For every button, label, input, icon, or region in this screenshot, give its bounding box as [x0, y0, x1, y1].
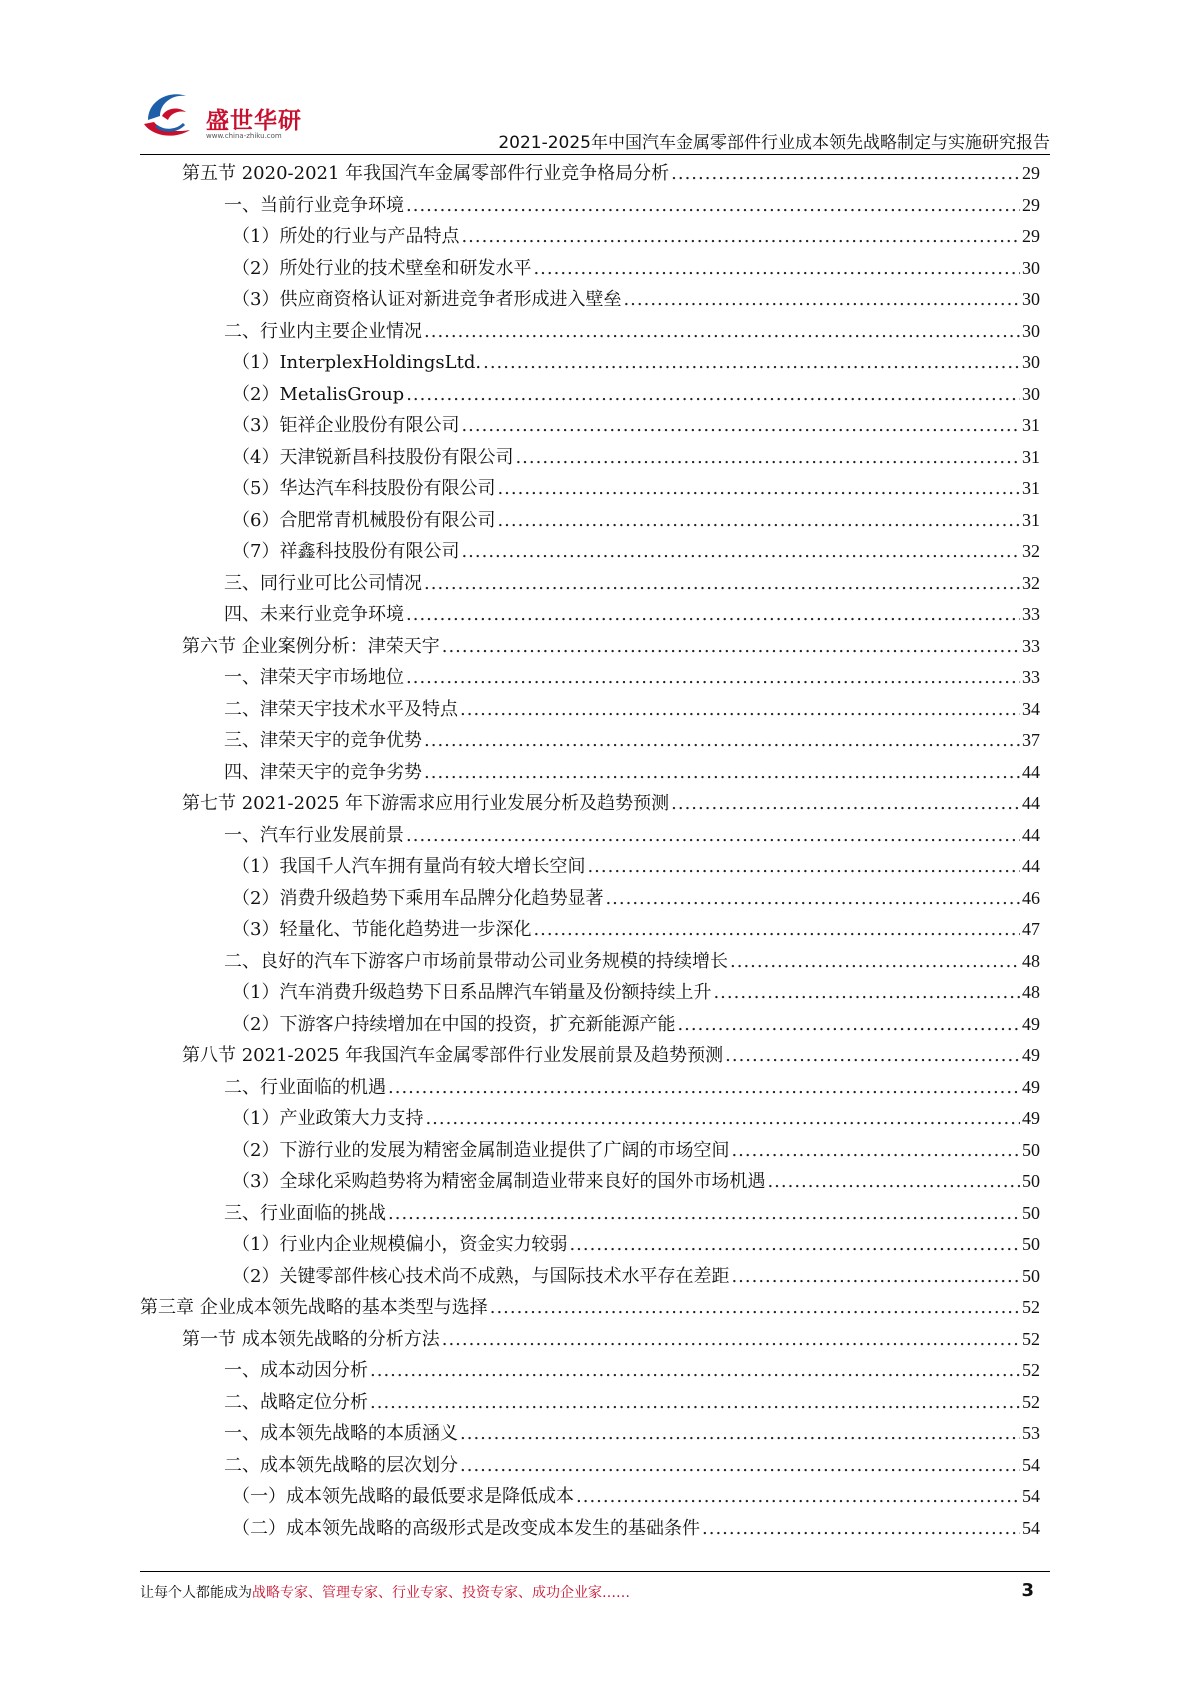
toc-entry-page: 44 [1022, 761, 1040, 782]
toc-entry[interactable] [140, 820, 1040, 852]
toc-dot-leader [424, 316, 1020, 348]
toc-entry-page: 47 [1022, 919, 1040, 939]
toc-entry[interactable] [140, 788, 1040, 820]
toc-entry-title: （3）全球化采购趋势将为精密金属制造业带来良好的国外市场机遇 [232, 1171, 766, 1192]
footer-slogan-prefix: 让每个人都能成为 [140, 1585, 252, 1601]
toc-entry-page: 48 [1022, 982, 1040, 1002]
toc-entry[interactable] [140, 1135, 1040, 1167]
toc-entry-title: （1）产业政策大力支持 [232, 1108, 424, 1129]
toc-entry-title: 四、未来行业竞争环境 [224, 604, 404, 625]
toc-entry-title: （1）行业内企业规模偏小，资金实力较弱 [232, 1234, 568, 1255]
toc-entry[interactable] [140, 977, 1040, 1009]
toc-entry-title: 三、同行业可比公司情况 [224, 572, 422, 594]
toc-entry[interactable] [140, 851, 1040, 883]
toc-entry-title: 二、战略定位分析 [224, 1391, 368, 1413]
page-number: 3 [1021, 1580, 1034, 1601]
toc-entry[interactable] [140, 757, 1040, 789]
toc-entry[interactable] [140, 1292, 1040, 1324]
toc-dot-leader [406, 379, 1020, 411]
toc-dot-leader [460, 694, 1020, 726]
toc-entry-title: （2）下游行业的发展为精密金属制造业提供了广阔的市场空间 [232, 1139, 730, 1161]
toc-entry[interactable] [140, 253, 1040, 285]
company-logo [140, 80, 320, 150]
toc-entry[interactable] [140, 1355, 1040, 1387]
toc-entry-page: 50 [1022, 1202, 1040, 1223]
toc-dot-leader [461, 221, 1020, 253]
toc-entry-page: 32 [1022, 572, 1040, 593]
toc-dot-leader [767, 1166, 1020, 1198]
toc-entry[interactable] [140, 442, 1040, 474]
toc-dot-leader [424, 757, 1020, 789]
toc-dot-leader [725, 1040, 1020, 1072]
toc-dot-leader [569, 1229, 1020, 1261]
logo-name: 盛世华研 [206, 108, 302, 134]
toc-dot-leader [388, 1072, 1020, 1104]
toc-entry-page: 44 [1022, 793, 1040, 813]
toc-entry-page: 50 [1022, 1265, 1040, 1286]
page-header [140, 80, 1050, 160]
toc-entry-page: 37 [1022, 730, 1040, 750]
toc-entry-page: 44 [1022, 856, 1040, 876]
toc-entry[interactable] [140, 725, 1040, 757]
toc-dot-leader [605, 883, 1020, 915]
toc-entry-title: （2）消费升级趋势下乘用车品牌分化趋势显著 [232, 887, 604, 909]
toc-dot-leader [424, 725, 1020, 757]
toc-entry-title: （3）钜祥企业股份有限公司 [232, 415, 460, 436]
toc-entry-title: 一、当前行业竞争环境 [224, 194, 404, 216]
toc-dot-leader [677, 1009, 1020, 1041]
toc-entry-title: （4）天津锐新昌科技股份有限公司 [232, 446, 514, 468]
toc-entry-page: 46 [1022, 887, 1040, 908]
toc-entry-page: 52 [1022, 1328, 1040, 1349]
toc-entry-page: 31 [1022, 415, 1040, 435]
toc-dot-leader [587, 851, 1020, 883]
toc-entry-title: （一）成本领先战略的最低要求是降低成本 [232, 1486, 574, 1507]
toc-entry-title: 二、行业面临的机遇 [224, 1076, 386, 1098]
toc-entry-title: 第八节 2021-2025 年我国汽车金属零部件行业发展前景及趋势预测 [182, 1045, 724, 1066]
footer-divider [140, 1571, 1050, 1572]
toc-entry[interactable] [140, 1261, 1040, 1293]
toc-entry-page: 44 [1022, 824, 1040, 845]
toc-entry-page: 29 [1022, 226, 1040, 246]
toc-entry[interactable] [140, 1166, 1040, 1198]
toc-entry-page: 54 [1022, 1454, 1040, 1475]
toc-entry[interactable] [140, 1324, 1040, 1356]
toc-entry[interactable] [140, 221, 1040, 253]
toc-entry-title: 第一节 成本领先战略的分析方法 [182, 1328, 440, 1350]
toc-entry[interactable] [140, 1418, 1040, 1450]
report-title: 2021-2025年中国汽车金属零部件行业成本领先战略制定与实施研究报告 [498, 133, 1050, 153]
toc-entry[interactable] [140, 1229, 1040, 1261]
toc-dot-leader [425, 1103, 1020, 1135]
toc-entry[interactable] [140, 1198, 1040, 1230]
toc-entry[interactable] [140, 505, 1040, 537]
toc-entry-title: （二）成本领先战略的高级形式是改变成本发生的基础条件 [232, 1517, 700, 1539]
logo-swirl-icon [140, 86, 202, 142]
toc-entry-title: （7）祥鑫科技股份有限公司 [232, 541, 460, 562]
toc-entry-page: 49 [1022, 1108, 1040, 1128]
toc-entry-page: 52 [1022, 1360, 1040, 1380]
toc-dot-leader [461, 536, 1020, 568]
toc-entry-page: 29 [1022, 194, 1040, 215]
toc-dot-leader [442, 1324, 1020, 1356]
toc-entry-title: 一、成本动因分析 [224, 1360, 368, 1381]
toc-entry-title: （2）MetalisGroup [232, 383, 405, 405]
toc-entry[interactable] [140, 568, 1040, 600]
toc-dot-leader [424, 568, 1020, 600]
toc-entry-title: （2）下游客户持续增加在中国的投资，扩充新能源产能 [232, 1013, 676, 1035]
toc-entry[interactable] [140, 946, 1040, 978]
toc-entry-page: 30 [1022, 320, 1040, 341]
toc-entry[interactable] [140, 1387, 1040, 1419]
toc-entry-title: （1）汽车消费升级趋势下日系品牌汽车销量及份额持续上升 [232, 982, 712, 1003]
toc-entry[interactable] [140, 662, 1040, 694]
toc-dot-leader [533, 914, 1020, 946]
toc-dot-leader [490, 1292, 1020, 1324]
toc-entry-title: （6）合肥常青机械股份有限公司 [232, 509, 496, 531]
toc-entry-page: 30 [1022, 383, 1040, 404]
toc-entry-title: （2）关键零部件核心技术尚不成熟，与国际技术水平存在差距 [232, 1265, 730, 1287]
toc-entry[interactable] [140, 883, 1040, 915]
toc-entry-title: 二、良好的汽车下游客户市场前景带动公司业务规模的持续增长 [224, 950, 728, 972]
toc-dot-leader [461, 410, 1020, 442]
toc-dot-leader [730, 946, 1020, 978]
header-divider [140, 154, 1050, 155]
toc-dot-leader [442, 631, 1020, 663]
footer-slogan-roles: 战略专家、管理专家、行业专家、投资专家、成功企业家…… [252, 1585, 630, 1601]
toc-dot-leader [515, 442, 1020, 474]
toc-dot-leader [483, 347, 1020, 379]
toc-entry-page: 33 [1022, 604, 1040, 624]
toc-entry-title: （1）我国千人汽车拥有量尚有较大增长空间 [232, 856, 586, 877]
toc-entry-page: 32 [1022, 541, 1040, 561]
logo-url: www.china-zhiku.com [206, 132, 282, 140]
toc-entry-page: 54 [1022, 1486, 1040, 1506]
toc-entry-title: 三、津荣天宇的竞争优势 [224, 730, 422, 751]
toc-entry-title: （2）所处行业的技术壁垒和研发水平 [232, 257, 532, 279]
toc-entry-page: 33 [1022, 635, 1040, 656]
toc-entry-page: 30 [1022, 289, 1040, 309]
toc-dot-leader [406, 599, 1020, 631]
toc-entry-title: （3）供应商资格认证对新进竞争者形成进入壁垒 [232, 289, 622, 310]
toc-entry[interactable] [140, 1103, 1040, 1135]
toc-entry-page: 30 [1022, 257, 1040, 278]
toc-dot-leader [370, 1355, 1020, 1387]
toc-dot-leader [406, 662, 1020, 694]
toc-entry[interactable] [140, 379, 1040, 411]
toc-entry-page: 48 [1022, 950, 1040, 971]
toc-entry[interactable] [140, 1072, 1040, 1104]
toc-entry[interactable] [140, 1481, 1040, 1513]
toc-entry[interactable] [140, 284, 1040, 316]
toc-entry-page: 49 [1022, 1045, 1040, 1065]
toc-entry[interactable] [140, 631, 1040, 663]
toc-entry[interactable] [140, 1009, 1040, 1041]
toc-entry[interactable] [140, 190, 1040, 222]
toc-entry-page: 52 [1022, 1391, 1040, 1412]
toc-entry-title: 四、津荣天宇的竞争劣势 [224, 761, 422, 783]
toc-entry[interactable] [140, 914, 1040, 946]
toc-dot-leader [576, 1481, 1020, 1513]
toc-entry[interactable] [140, 1513, 1040, 1545]
toc-entry-title: 第六节 企业案例分析：津荣天宇 [182, 635, 440, 657]
toc-entry-page: 31 [1022, 446, 1040, 467]
toc-entry-page: 50 [1022, 1171, 1040, 1191]
toc-entry-page: 50 [1022, 1234, 1040, 1254]
toc-dot-leader [671, 158, 1020, 190]
toc-entry[interactable] [140, 599, 1040, 631]
toc-entry-title: 三、行业面临的挑战 [224, 1202, 386, 1224]
toc-entry-title: （3）轻量化、节能化趋势进一步深化 [232, 919, 532, 940]
toc-dot-leader [460, 1450, 1020, 1482]
toc-entry[interactable] [140, 316, 1040, 348]
toc-entry-page: 54 [1022, 1517, 1040, 1538]
toc-entry-page: 31 [1022, 478, 1040, 498]
toc-dot-leader [713, 977, 1020, 1009]
toc-entry-title: （1）InterplexHoldingsLtd. [232, 352, 482, 373]
toc-entry-page: 49 [1022, 1013, 1040, 1034]
toc-entry-title: 第七节 2021-2025 年下游需求应用行业发展分析及趋势预测 [182, 793, 670, 814]
toc-entry[interactable] [140, 694, 1040, 726]
toc-entry[interactable] [140, 410, 1040, 442]
toc-dot-leader [370, 1387, 1020, 1419]
toc-entry-title: （1）所处的行业与产品特点 [232, 226, 460, 247]
toc-entry[interactable] [140, 347, 1040, 379]
toc-entry-title: 一、汽车行业发展前景 [224, 824, 404, 846]
toc-entry-title: 二、津荣天宇技术水平及特点 [224, 698, 458, 720]
toc-entry-page: 30 [1022, 352, 1040, 372]
toc-entry-title: 第三章 企业成本领先战略的基本类型与选择 [140, 1297, 488, 1318]
toc-dot-leader [497, 473, 1020, 505]
toc-entry[interactable] [140, 1450, 1040, 1482]
toc-dot-leader [731, 1261, 1020, 1293]
toc-dot-leader [388, 1198, 1020, 1230]
toc-dot-leader [623, 284, 1020, 316]
toc-entry-title: 二、行业内主要企业情况 [224, 320, 422, 342]
toc-entry-page: 29 [1022, 163, 1040, 183]
toc-dot-leader [533, 253, 1020, 285]
toc-entry-title: 一、津荣天宇市场地位 [224, 667, 404, 688]
toc-entry[interactable] [140, 1040, 1040, 1072]
toc-entry-page: 52 [1022, 1297, 1040, 1317]
toc-dot-leader [497, 505, 1020, 537]
toc-dot-leader [406, 820, 1020, 852]
toc-entry-page: 49 [1022, 1076, 1040, 1097]
toc-entry-title: 二、成本领先战略的层次划分 [224, 1454, 458, 1476]
page-footer [140, 1582, 1050, 1612]
toc-entry-title: 第五节 2020-2021 年我国汽车金属零部件行业竞争格局分析 [182, 163, 670, 184]
toc-dot-leader [731, 1135, 1020, 1167]
toc-dot-leader [702, 1513, 1020, 1545]
toc-entry-page: 53 [1022, 1423, 1040, 1443]
table-of-contents [140, 158, 1040, 1544]
toc-dot-leader [460, 1418, 1020, 1450]
toc-dot-leader [406, 190, 1020, 222]
toc-entry-page: 50 [1022, 1139, 1040, 1160]
toc-entry-title: 一、成本领先战略的本质涵义 [224, 1423, 458, 1444]
toc-entry[interactable] [140, 158, 1040, 190]
toc-entry[interactable] [140, 536, 1040, 568]
toc-entry-page: 34 [1022, 698, 1040, 719]
toc-dot-leader [671, 788, 1020, 820]
toc-entry-title: （5）华达汽车科技股份有限公司 [232, 478, 496, 499]
toc-entry[interactable] [140, 473, 1040, 505]
toc-entry-page: 33 [1022, 667, 1040, 687]
toc-entry-page: 31 [1022, 509, 1040, 530]
